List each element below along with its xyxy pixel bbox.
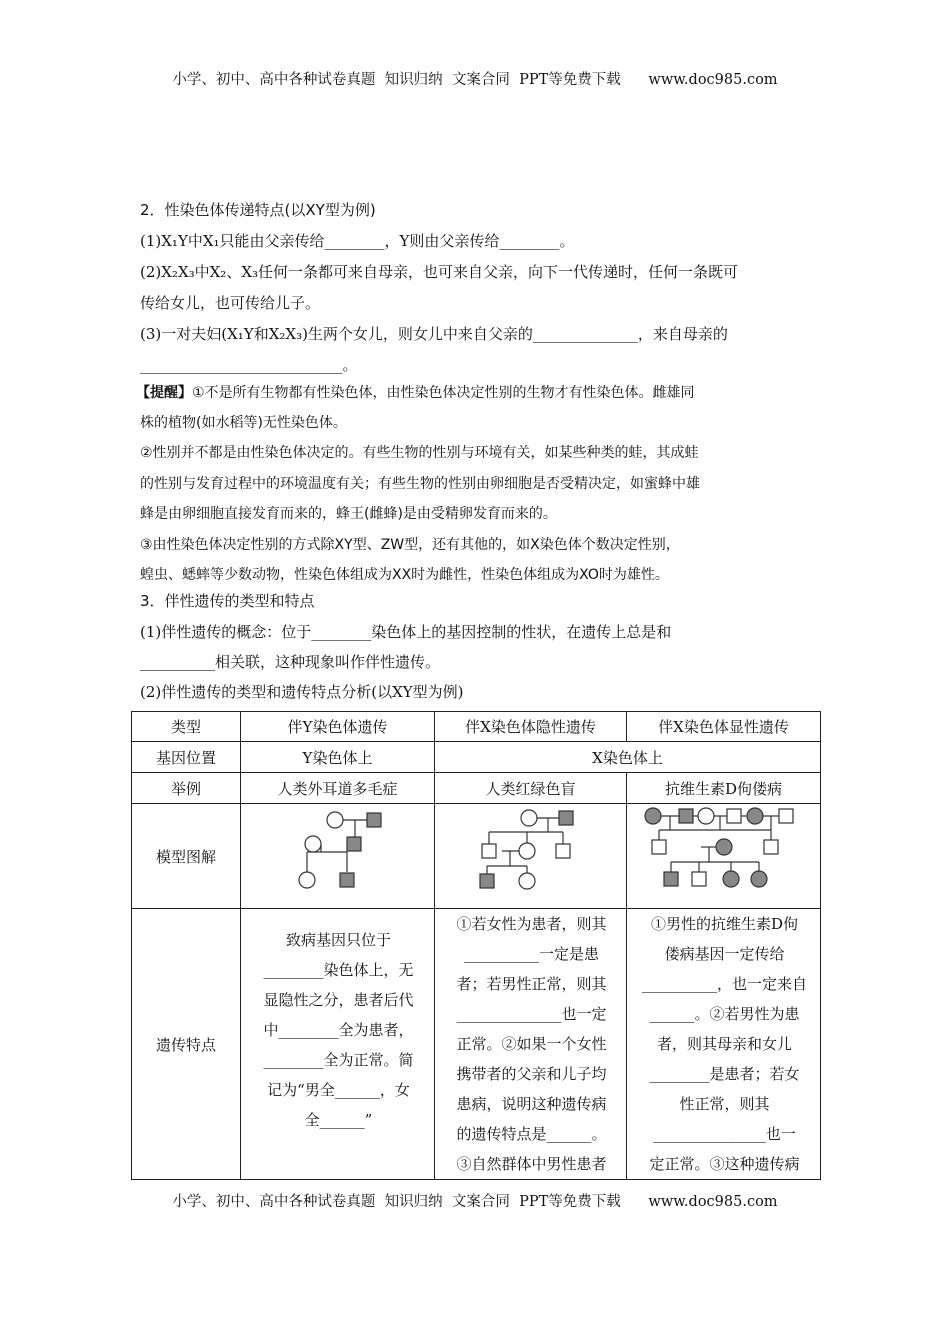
cell-line: ①男性的抗维生素D佝 <box>650 915 799 933</box>
male-normal-symbol <box>779 809 793 823</box>
cell-line: __________一定是患 <box>463 945 599 963</box>
pedigree-cell <box>435 804 627 909</box>
table-header-cell: 伴Y染色体遗传 <box>241 712 435 742</box>
female-affected-symbol <box>751 871 767 887</box>
table-cell <box>241 909 435 1180</box>
row-label: 遗传特点 <box>132 909 241 1180</box>
cell-line: 致病基因只位于 <box>285 931 391 949</box>
cell-line: ______。②若男性为患 <box>649 1005 800 1023</box>
cell-line: 偻病基因一定传给 <box>664 945 785 963</box>
reminder-line: ②性别并不都是由性染色体决定的。有些生物的性别与环境有关，如某些种类的蛙，其成蛙 <box>140 445 699 461</box>
cell-line: 全______” <box>304 1111 373 1129</box>
cell-line: _______________也一 <box>653 1125 796 1143</box>
table-cell <box>627 909 821 1180</box>
table-row <box>132 804 821 909</box>
cell-line: 者；若男性正常，则其 <box>456 975 607 993</box>
table-cell <box>435 909 627 1180</box>
reminder-line: 蜂是由卵细胞直接发育而来的，蜂王(雌蜂)是由受精卵发育而来的。 <box>140 506 557 522</box>
male-affected-symbol <box>367 813 381 827</box>
female-affected-symbol <box>645 808 661 824</box>
male-affected-symbol <box>679 809 693 823</box>
reminder-label: 【提醒】 <box>136 385 192 401</box>
pedigree-x-recessive <box>439 804 623 904</box>
table-cell: 人类外耳道多毛症 <box>241 773 435 804</box>
table-row <box>132 773 821 804</box>
male-normal-symbol <box>652 840 666 854</box>
paragraph: (2)伴性遗传的类型和遗传特点分析(以XY型为例) <box>140 683 464 701</box>
cell-line: 中________全为患者， <box>263 1021 414 1039</box>
table-row <box>132 909 821 1180</box>
row-label: 举例 <box>132 773 241 804</box>
female-carrier-symbol <box>519 843 535 859</box>
paragraph: (2)X₂X₃中X₂、X₃任何一条都可来自母亲，也可来自父亲，向下一代传递时，任何一条既可 <box>140 263 739 281</box>
pedigree-cell <box>627 804 821 909</box>
male-normal-symbol <box>482 844 496 858</box>
pedigree-y-linked <box>245 804 431 904</box>
pedigree-cell <box>241 804 435 909</box>
female-affected-symbol <box>716 839 732 855</box>
paragraph: 传给女儿，也可传给儿子。 <box>140 294 321 312</box>
sex-linked-inheritance-table <box>131 711 821 1180</box>
table-cell: X染色体上 <box>435 742 821 773</box>
row-label: 基因位置 <box>132 742 241 773</box>
row-label: 模型图解 <box>132 804 241 909</box>
paragraph: (1)伴性遗传的概念：位于________染色体上的基因控制的性状，在遗传上总是和 <box>140 623 672 641</box>
table-cell: 人类红绿色盲 <box>435 773 627 804</box>
table-row <box>132 742 821 773</box>
cell-line: ______________也一定 <box>456 1005 607 1023</box>
male-normal-symbol <box>727 809 741 823</box>
cell-line: 显隐性之分，患者后代 <box>263 991 414 1009</box>
male-affected-symbol <box>347 837 361 851</box>
page-header: 小学、初中、高中各种试卷真题 知识归纳 文案合同 PPT等免费下载 www.doc985.com <box>172 72 778 88</box>
reminder-line: 的性别与发育过程中的环境温度有关；有些生物的性别由卵细胞是否受精决定，如蜜蜂中雄 <box>140 476 700 492</box>
cell-line: ________染色体上，无 <box>263 961 414 979</box>
cell-line: 者，则其母亲和女儿 <box>656 1035 792 1053</box>
section-3-title: 3．伴性遗传的类型和特点 <box>140 592 315 610</box>
reminder-line: ①不是所有生物都有性染色体，由性染色体决定性别的生物才有性染色体。雌雄同 <box>192 385 695 401</box>
cell-line: 的遗传特点是______。 <box>456 1125 607 1143</box>
section-2-title: 2．性染色体传递特点(以XY型为例) <box>140 201 376 219</box>
female-affected-symbol <box>723 871 739 887</box>
male-normal-symbol <box>764 840 778 854</box>
cell-line: 定正常。③这种遗传病 <box>649 1155 800 1173</box>
cell-line: 性正常，则其 <box>679 1095 770 1113</box>
paragraph: ___________________________。 <box>140 356 358 374</box>
page-footer: 小学、初中、高中各种试卷真题 知识归纳 文案合同 PPT等免费下载 www.doc985.com <box>172 1194 778 1210</box>
female-normal-symbol <box>299 872 315 888</box>
cell-line: 携带者的父亲和儿子均 <box>456 1065 607 1083</box>
male-affected-symbol <box>480 874 494 888</box>
paragraph: (1)X₁Y中X₁只能由父亲传给________，Y则由父亲传给________。 <box>140 232 575 250</box>
female-normal-symbol <box>521 810 537 826</box>
pedigree-x-dominant <box>631 804 817 904</box>
cell-line: ①若女性为患者，则其 <box>456 915 607 933</box>
cell-line: __________，也一定来自 <box>641 975 807 993</box>
paragraph: __________相关联，这种现象叫作伴性遗传。 <box>140 653 441 671</box>
table-header-row <box>132 712 821 742</box>
female-normal-symbol <box>698 808 714 824</box>
female-normal-symbol <box>327 812 343 828</box>
cell-line: ________全为正常。简 <box>263 1051 414 1069</box>
cell-line: ③自然群体中男性患者 <box>456 1155 607 1173</box>
reminder-line: 株的植物(如水稻等)无性染色体。 <box>140 415 347 431</box>
table-header-cell: 伴X染色体显性遗传 <box>627 712 821 742</box>
female-affected-symbol <box>747 808 763 824</box>
cell-line: 患病，说明这种遗传病 <box>456 1095 607 1113</box>
cell-line: 记为“男全______，女 <box>267 1081 410 1099</box>
reminder-line: ③由性染色体决定性别的方式除XY型、ZW型，还有其他的，如X染色体个数决定性别， <box>140 537 680 553</box>
female-normal-symbol <box>519 873 535 889</box>
male-affected-symbol <box>664 872 678 886</box>
table-header-cell: 类型 <box>132 712 241 742</box>
table-cell: Y染色体上 <box>241 742 435 773</box>
male-normal-symbol <box>556 844 570 858</box>
male-affected-symbol <box>340 873 354 887</box>
table-cell: 抗维生素D佝偻病 <box>627 773 821 804</box>
reminder-line: 蝗虫、蟋蟀等少数动物，性染色体组成为XX时为雌性，性染色体组成为XO时为雄性。 <box>140 567 669 583</box>
male-normal-symbol <box>692 872 706 886</box>
female-normal-symbol <box>305 836 321 852</box>
cell-line: 正常。②如果一个女性 <box>456 1035 607 1053</box>
table-header-cell: 伴X染色体隐性遗传 <box>435 712 627 742</box>
cell-line: ________是患者；若女 <box>649 1065 800 1083</box>
paragraph: (3)一对夫妇(X₁Y和X₂X₃)生两个女儿，则女儿中来自父亲的______________，来自母亲的 <box>140 325 728 343</box>
male-affected-symbol <box>559 811 573 825</box>
